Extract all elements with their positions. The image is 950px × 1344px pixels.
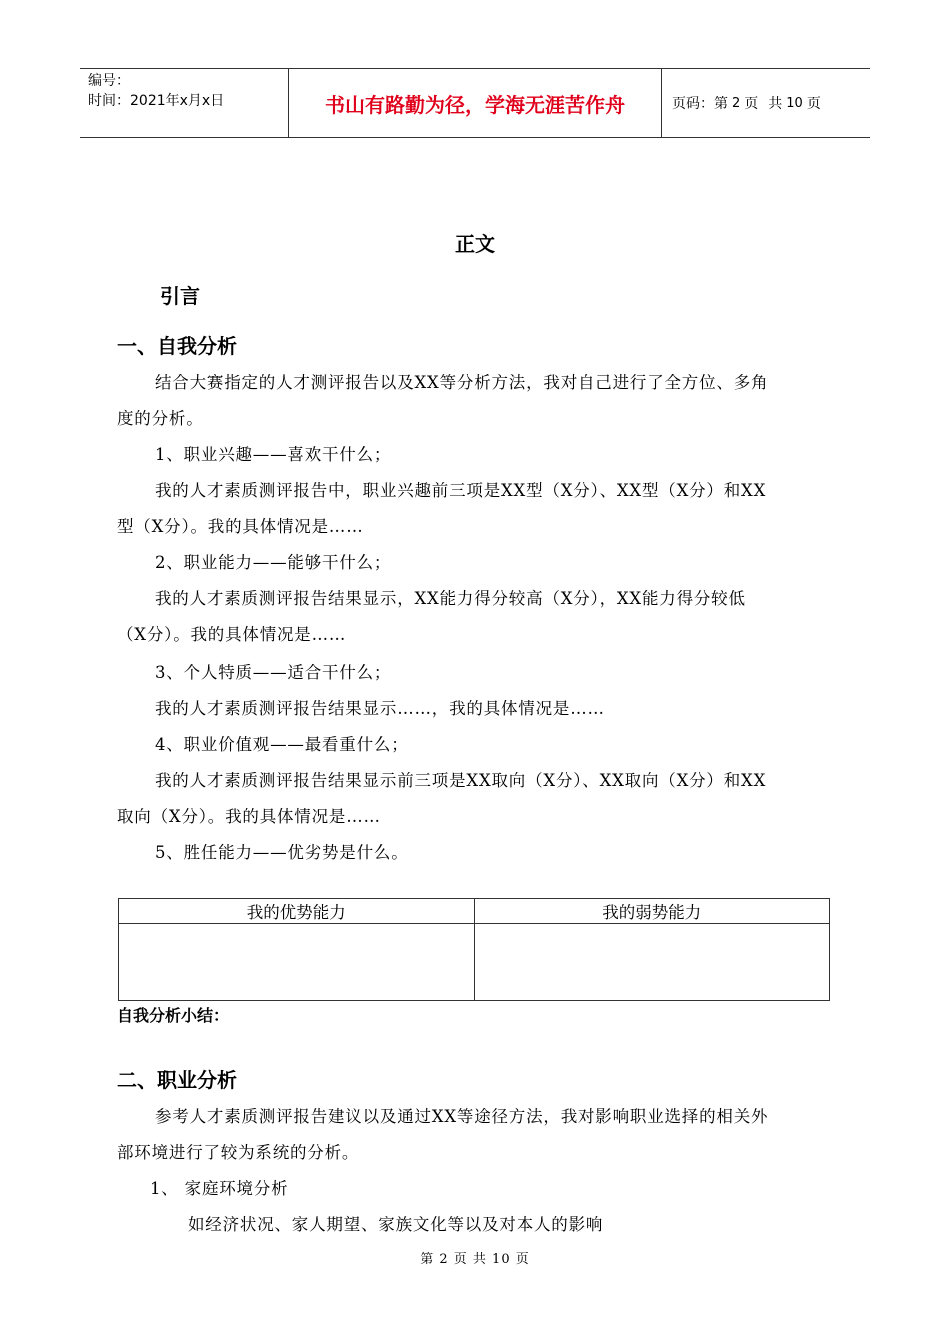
section1-para-line1: 结合大赛指定的人才测评报告以及XX等分析方法，我对自己进行了全方位、多角: [155, 373, 769, 392]
total-unit: 页: [806, 96, 821, 112]
self-analysis-summary-label: 自我分析小结：: [117, 1006, 230, 1025]
section2-item1-text: 如经济状况、家人期望、家族文化等以及对本人的影响: [188, 1215, 604, 1234]
weaknesses-cell: [474, 924, 830, 1001]
item3-heading: 3、个人特质——适合干什么；: [155, 663, 392, 682]
intro-heading: 引言: [160, 284, 200, 308]
weaknesses-header: 我的弱势能力: [474, 899, 830, 924]
strengths-header: 我的优势能力: [119, 899, 475, 924]
item1-text-line1: 我的人才素质测评报告中，职业兴趣前三项是XX型（X分）、XX型（X分）和XX: [155, 481, 767, 500]
page-label: 页码：第: [672, 96, 728, 112]
page-footer: 第 2 页 共 10 页: [420, 1252, 530, 1267]
item2-text-line1: 我的人才素质测评报告结果显示，XX能力得分较高（X分），XX能力得分较低: [155, 589, 746, 608]
section2-para-line1: 参考人才素质测评报告建议以及通过XX等途径方法，我对影响职业选择的相关外: [155, 1107, 769, 1126]
item1-text-line2: 型（X分）。我的具体情况是……: [117, 517, 364, 536]
strengths-cell: [119, 924, 475, 1001]
item1-heading: 1、职业兴趣——喜欢干什么；: [155, 445, 392, 464]
document-number-label: 编号：: [88, 73, 130, 89]
item5-heading: 5、胜任能力——优劣势是什么。: [155, 843, 409, 862]
page-header: [80, 68, 870, 138]
item4-text-line1: 我的人才素质测评报告结果显示前三项是XX取向（X分）、XX取向（X分）和XX: [155, 771, 767, 790]
item2-text-line2: （X分）。我的具体情况是……: [117, 625, 347, 644]
section1-heading: 一、自我分析: [117, 334, 237, 358]
section2-para-line2: 部环境进行了较为系统的分析。: [117, 1143, 360, 1162]
total-label: 共: [768, 96, 783, 112]
page-title: 正文: [455, 232, 495, 256]
item4-text-line2: 取向（X分）。我的具体情况是……: [117, 807, 381, 826]
ability-table: [118, 898, 830, 1001]
total-pages: 10: [786, 95, 803, 111]
header-meta: [80, 69, 289, 137]
document-date: 时间：2021年x月x日: [88, 93, 225, 109]
header-page-info: [662, 69, 870, 137]
header-motto: 书山有路勤为径，学海无涯苦作舟: [289, 69, 662, 137]
section2-item1-heading: 1、 家庭环境分析: [150, 1179, 289, 1198]
item3-text-line1: 我的人才素质测评报告结果显示……，我的具体情况是……: [155, 699, 605, 718]
page-unit: 页: [744, 96, 759, 112]
section2-heading: 二、职业分析: [117, 1068, 237, 1092]
item2-heading: 2、职业能力——能够干什么；: [155, 553, 392, 572]
page-number: 2: [732, 95, 741, 111]
section1-para-line2: 度的分析。: [117, 409, 204, 428]
item4-heading: 4、职业价值观——最看重什么；: [155, 735, 409, 754]
